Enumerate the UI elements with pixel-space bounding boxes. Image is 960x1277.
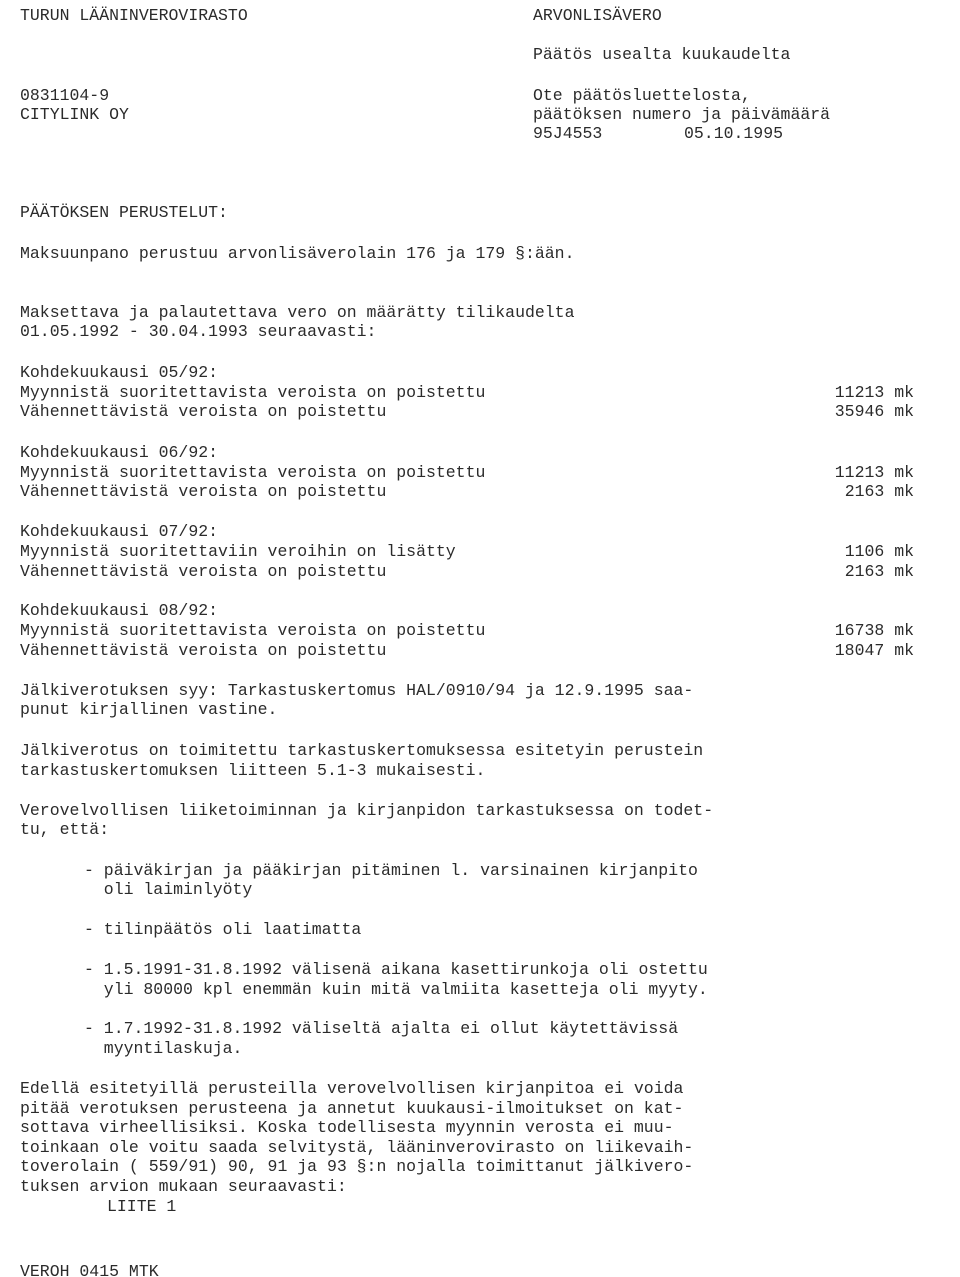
month-title: Kohdekuukausi 06/92: [20, 443, 219, 462]
extract-line-2: päätöksen numero ja päivämäärä [533, 105, 831, 124]
finding-item-cont: oli laiminlyöty [84, 880, 253, 899]
month-row-amount: 18047 mk [834, 641, 914, 660]
month-row-amount: 1106 mk [844, 542, 914, 561]
conclusion-line: Edellä esitetyillä perusteilla verovelvollisen kirjanpitoa ei voida [20, 1079, 684, 1098]
conclusion-line: pitää verotuksen perusteena ja annetut kuukausi-ilmoitukset on kat- [20, 1099, 684, 1118]
decision-number: 95J4553 [533, 124, 603, 143]
company-id: 0831104-9 [20, 86, 110, 105]
month-title: Kohdekuukausi 07/92: [20, 522, 219, 541]
company-name: CITYLINK OY [20, 105, 129, 124]
month-row-amount: 2163 mk [844, 562, 914, 581]
conclusion-line: toverolain ( 559/91) 90, 91 ja 93 §:n nojalla toimittanut jälkivero- [20, 1157, 694, 1176]
period-line-2: 01.05.1992 - 30.04.1993 seuraavasti: [20, 322, 377, 341]
finding-item: - 1.7.1992-31.8.1992 väliseltä ajalta ei ollut käytettävissä [84, 1019, 679, 1038]
conclusion-line: toinkaan ole voitu saada selvitystä, lääninverovirasto on liikevaih- [20, 1138, 694, 1157]
performed-line-1: Jälkiverotus on toimitettu tarkastuskertomuksessa esitetyin perustein [20, 741, 704, 760]
office-name: TURUN LÄÄNINVEROVIRASTO [20, 6, 248, 25]
tax-type: ARVONLISÄVERO [533, 6, 662, 25]
month-row-label: Vähennettävistä veroista on poistettu [20, 641, 387, 660]
conclusion-line: tuksen arvion mukaan seuraavasti: [20, 1177, 347, 1196]
month-row-amount: 11213 mk [834, 383, 914, 402]
reason-line-1: Jälkiverotuksen syy: Tarkastuskertomus HAL/0910/94 ja 12.9.1995 saa- [20, 681, 694, 700]
finding-item-cont: yli 80000 kpl enemmän kuin mitä valmiita kasetteja oli myyty. [84, 980, 708, 999]
attachment-label: LIITE 1 [107, 1197, 177, 1216]
extract-line-1: Ote päätösluettelosta, [533, 86, 751, 105]
decision-type: Päätös usealta kuukaudelta [533, 45, 791, 64]
month-title: Kohdekuukausi 08/92: [20, 601, 219, 620]
grounds-heading: PÄÄTÖKSEN PERUSTELUT: [20, 203, 228, 222]
month-title: Kohdekuukausi 05/92: [20, 363, 219, 382]
month-row-label: Vähennettävistä veroista on poistettu [20, 562, 387, 581]
period-line-1: Maksettava ja palautettava vero on määrätty tilikaudelta [20, 303, 575, 322]
month-row-amount: 2163 mk [844, 482, 914, 501]
findings-intro-line-2: tu, että: [20, 820, 110, 839]
month-row-amount: 35946 mk [834, 402, 914, 421]
month-row-label: Vähennettävistä veroista on poistettu [20, 482, 387, 501]
findings-intro-line-1: Verovelvollisen liiketoiminnan ja kirjanpidon tarkastuksessa on todet- [20, 801, 714, 820]
reason-line-2: punut kirjallinen vastine. [20, 700, 278, 719]
finding-item: - päiväkirjan ja pääkirjan pitäminen l. varsinainen kirjanpito [84, 861, 698, 880]
month-row-label: Myynnistä suoritettavista veroista on poistettu [20, 383, 486, 402]
month-row-label: Myynnistä suoritettavista veroista on poistettu [20, 463, 486, 482]
month-row-label: Myynnistä suoritettavista veroista on poistettu [20, 621, 486, 640]
conclusion-line: sottava virheellisiksi. Koska todellisesta myynnin verosta ei muu- [20, 1118, 674, 1137]
finding-item: - 1.5.1991-31.8.1992 välisenä aikana kasettirunkoja oli ostettu [84, 960, 708, 979]
footer-form-code: VEROH 0415 MTK [20, 1262, 159, 1277]
performed-line-2: tarkastuskertomuksen liitteen 5.1-3 mukaisesti. [20, 761, 486, 780]
month-row-amount: 16738 mk [834, 621, 914, 640]
month-row-label: Vähennettävistä veroista on poistettu [20, 402, 387, 421]
month-row-amount: 11213 mk [834, 463, 914, 482]
finding-item: - tilinpäätös oli laatimatta [84, 920, 362, 939]
finding-item-cont: myyntilaskuja. [84, 1039, 243, 1058]
decision-date: 05.10.1995 [684, 124, 784, 143]
month-row-label: Myynnistä suoritettaviin veroihin on lisätty [20, 542, 456, 561]
grounds-basis: Maksuunpano perustuu arvonlisäverolain 176 ja 179 §:ään. [20, 244, 575, 263]
